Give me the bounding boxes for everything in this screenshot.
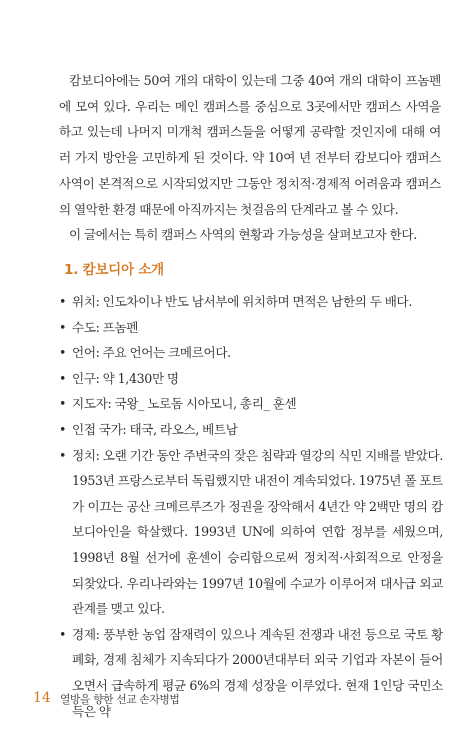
list-item-neighbors (58, 417, 443, 443)
list-item-text: 수도: 프놈펜 (72, 319, 139, 335)
section-heading: 1. 캄보디아 소개 (64, 262, 164, 278)
list-item-text: 지도자: 국왕_ 노로돔 시아모니, 총리_ 훈센 (72, 396, 297, 412)
fact-list (58, 289, 443, 724)
list-item-leaders (58, 391, 443, 417)
page-number: 14 (33, 690, 51, 706)
list-item-economy (58, 622, 443, 724)
bullet-icon: • (59, 396, 67, 412)
list-item-population (58, 366, 443, 392)
list-item-capital (58, 315, 443, 341)
intro-paragraph-2 (59, 222, 441, 248)
list-item-text: 인구: 약 1,430만 명 (72, 370, 179, 386)
list-item-text: 위치: 인도차이나 반도 남서부에 위치하며 면적은 남한의 두 배다. (72, 294, 412, 309)
intro-paragraph-1 (59, 68, 441, 222)
intro-paragraph-1-text: 캄보디아에는 50여 개의 대학이 있는데 그중 40여 개의 대학이 프놈펜에 모여 있다. 우리는 메인 캠퍼스를 중심으로 3곳에서만 캠퍼스 사역을 하고 있는데 나머지 미개척 캠퍼스들을 어떻게 공략할 것인지에 대해 여러 가지 방안을 고민하게 된 것이다. 약 10여 년 전부터 캄보디아 캠퍼스 사역이 본격적으로 시작되었지만 그동안 정치적·경제적 어려움과 캠퍼스의 열악한 환경 때문에 아직까지는 첫걸음의 단계라고 볼 수 있다. (59, 73, 441, 217)
list-item-language (58, 340, 443, 366)
list-item-location (58, 289, 443, 315)
list-item-text: 경제: 풍부한 농업 잠재력이 있으나 계속된 전쟁과 내전 등으로 국토 황폐화, 경제 침체가 지속되다가 2000년대부터 외국 기업과 자본이 들어오면서 급속하게 평균 6%의 경제 성장을 이루었다. 현재 1인당 국민소득은 약 (72, 626, 443, 719)
list-item-text: 인접 국가: 태국, 라오스, 베트남 (72, 421, 238, 437)
list-item-text: 언어: 주요 언어는 크메르어다. (72, 345, 231, 361)
running-title: 열방을 향한 선교 손자병법 (60, 693, 180, 706)
bullet-icon: • (59, 294, 67, 309)
bullet-icon: • (59, 370, 67, 386)
bullet-icon: • (59, 447, 67, 463)
bullet-icon: • (59, 319, 67, 335)
intro-paragraph-2-text: 이 글에서는 특히 캠퍼스 사역의 현황과 가능성을 살펴보고자 한다. (69, 227, 417, 242)
bullet-icon: • (59, 345, 67, 361)
bullet-icon: • (59, 626, 67, 642)
bullet-icon: • (59, 421, 67, 437)
list-item-politics (58, 443, 443, 622)
list-item-text: 정치: 오랜 기간 동안 주변국의 잦은 침략과 열강의 식민 지배를 받았다. 1953년 프랑스로부터 독립했지만 내전이 계속되었다. 1975년 폴 포트가 이끄는 공산 크메르루즈가 정권을 장악해서 4년간 약 2백만 명의 캄보디아인을 학살했다. 1993년 UN에 의하여 연합 정부를 세웠으며, 1998년 8월 선거에 훈센이 승리함으로써 정치적·사회적으로 안정을 되찾았다. 우리나라와는 1997년 10월에 수교가 이루어져 대사급 외교 관계를 맺고 있다. (72, 447, 443, 617)
